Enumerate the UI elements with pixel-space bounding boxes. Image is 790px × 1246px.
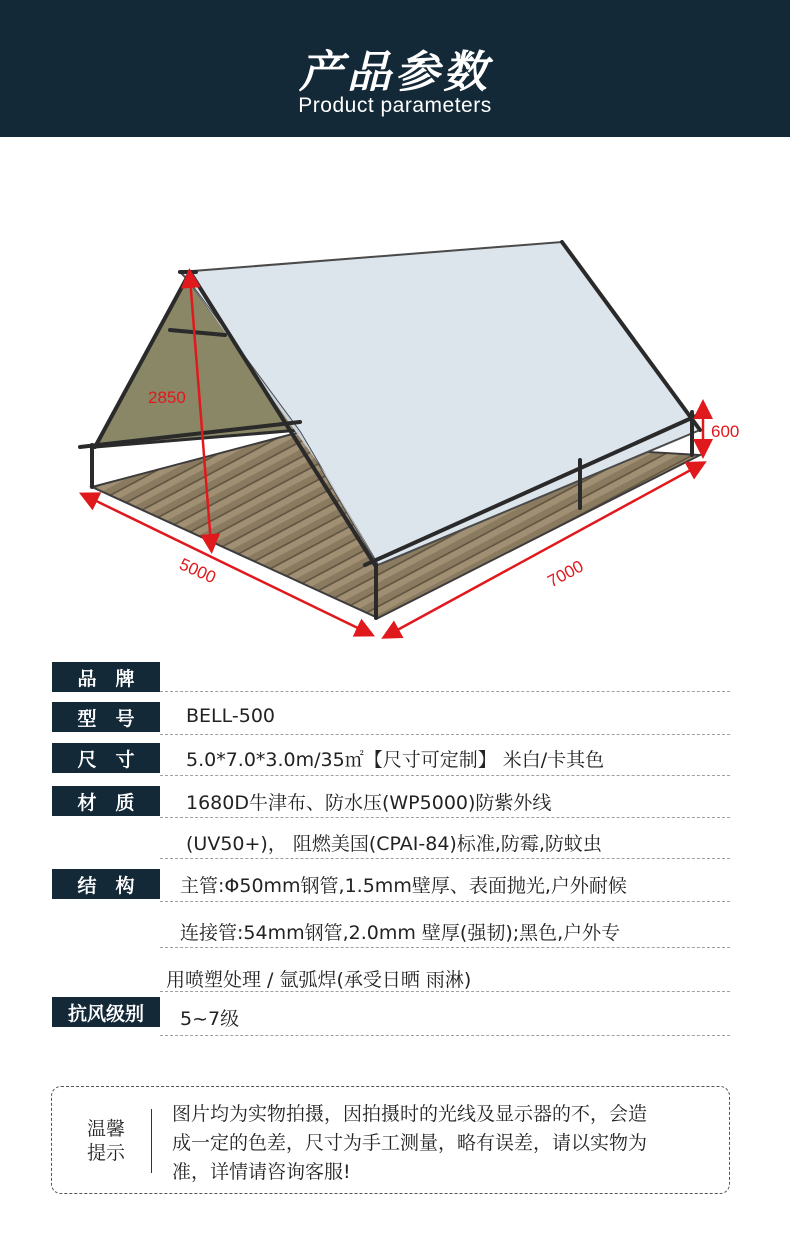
tent-illustration — [0, 137, 790, 657]
spec-value: BELL-500 — [186, 705, 275, 727]
notice-text: 准，详情请咨询客服! — [172, 1161, 351, 1183]
spec-value: (UV50+)， 阻燃美国(CPAI-84)标准,防霉,防蚊虫 — [186, 833, 602, 855]
divider — [160, 817, 730, 818]
dimension-width-label: 5000 — [176, 554, 219, 588]
dimension-length-label: 7000 — [544, 556, 587, 592]
spec-value: 5.0*7.0*3.0m/35㎡【尺寸可定制】 米白/卡其色 — [186, 749, 605, 771]
page-title: 产品参数 — [299, 47, 491, 98]
notice-label: 温馨 提示 — [86, 1118, 125, 1164]
spec-label: 抗风级别 — [52, 997, 160, 1027]
spec-label: 型 号 — [52, 702, 160, 732]
divider — [160, 775, 730, 776]
notice-text: 成一定的色差，尺寸为手工测量，略有误差，请以实物为 — [172, 1132, 648, 1154]
divider — [160, 1035, 730, 1036]
header-banner — [0, 0, 790, 137]
divider — [160, 858, 730, 859]
notice-text: 图片均为实物拍摄，因拍摄时的光线及显示器的不，会造 — [172, 1103, 648, 1125]
spec-label: 材 质 — [52, 786, 160, 816]
dimension-side-label: 600 — [711, 422, 740, 441]
dimension-height-label: 2850 — [148, 388, 186, 407]
page-subtitle: Product parameters — [298, 94, 492, 117]
notice-box — [51, 1086, 730, 1194]
spec-label: 尺 寸 — [52, 743, 160, 773]
divider — [160, 901, 730, 902]
notice-divider — [151, 1109, 152, 1173]
divider — [160, 734, 730, 735]
divider — [160, 691, 730, 692]
spec-value: 1680D牛津布、防水压(WP5000)防紫外线 — [186, 792, 552, 814]
divider — [160, 947, 730, 948]
spec-label: 品 牌 — [52, 662, 160, 692]
spec-label: 结 构 — [52, 869, 160, 899]
spec-value: 连接管:54mm钢管,2.0mm 壁厚(强韧);黑色,户外专 — [180, 922, 621, 944]
spec-value: 用喷塑处理 / 氩弧焊(承受日晒 雨淋) — [166, 969, 472, 991]
divider — [160, 991, 730, 992]
spec-value: 5~7级 — [180, 1008, 240, 1030]
spec-value: 主管:Φ50mm钢管,1.5mm壁厚、表面抛光,户外耐候 — [180, 875, 627, 897]
